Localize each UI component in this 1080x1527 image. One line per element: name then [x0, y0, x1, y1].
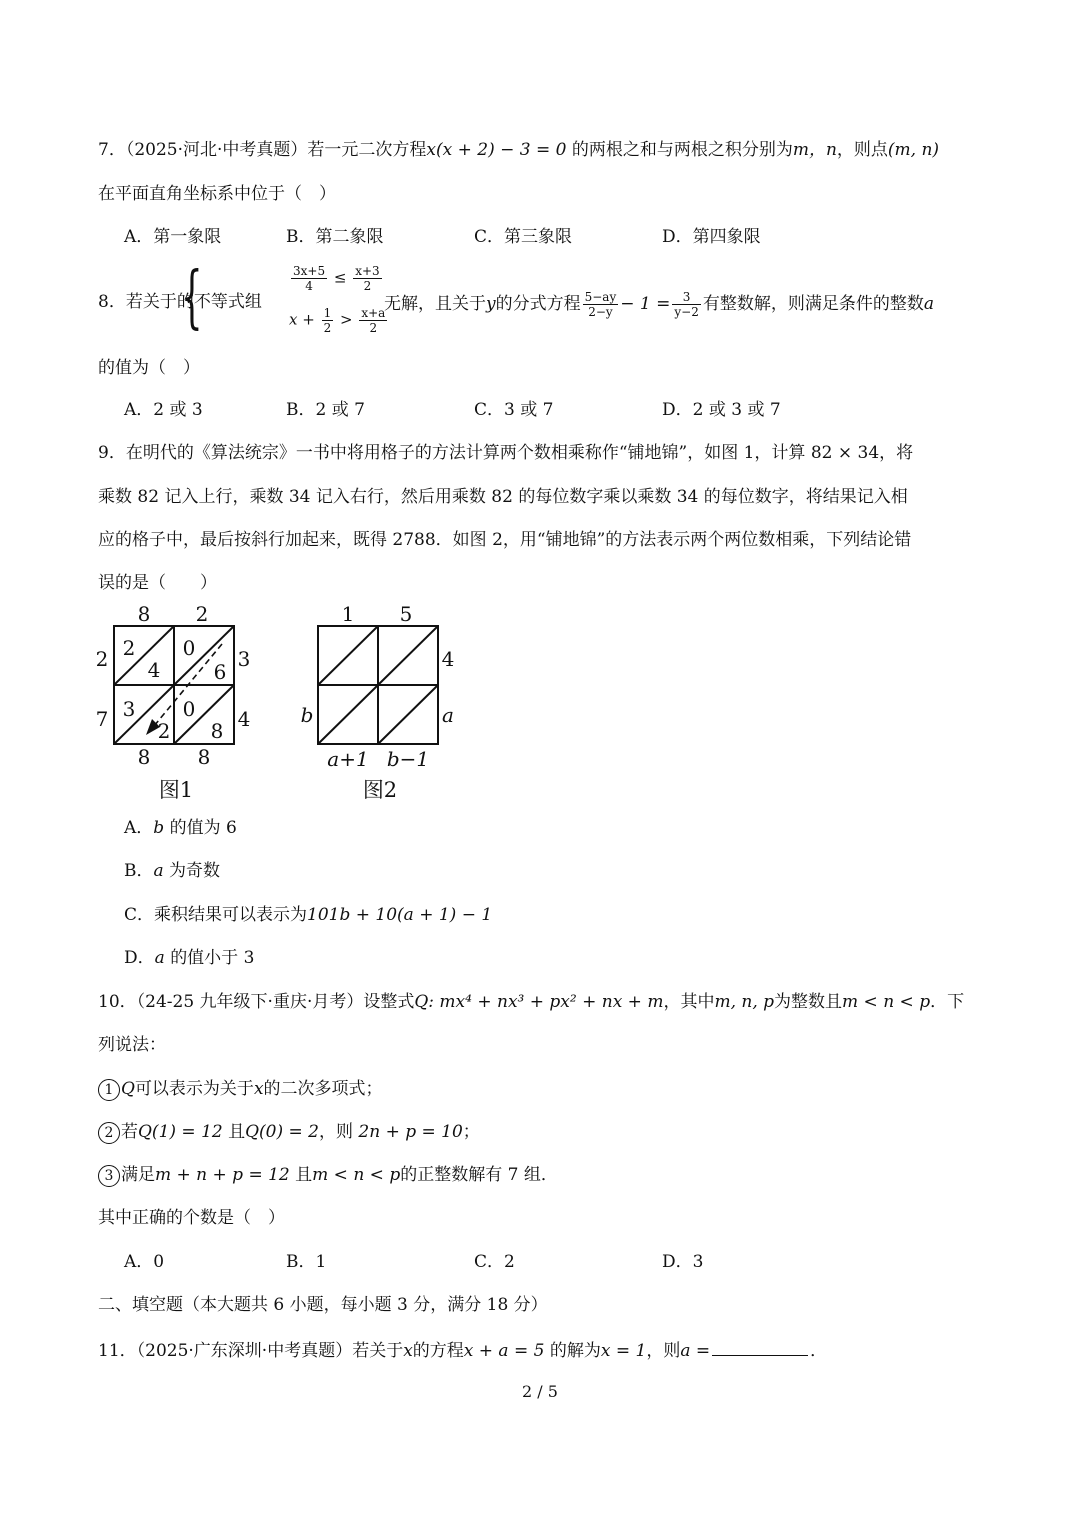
q9-figure1 [90, 600, 260, 806]
q11-line: 11．（2025·广东深圳·中考真题）若关于x的方程x + a = 5 的解为x = 1，则a = ． [98, 1337, 827, 1363]
q8-option-c[interactable]: C．3 或 7 [474, 400, 554, 420]
q9-option-d[interactable]: D．a 的值小于 3 [124, 948, 255, 968]
section-heading: 二、填空题（本大题共 6 小题，每小题 3 分，满分 18 分） [98, 1295, 548, 1315]
q8-option-a[interactable]: A．2 或 3 [124, 400, 203, 420]
q9-fig1-cell: 2 [157, 719, 171, 743]
q9-fig1-left-2: 7 [95, 707, 109, 731]
q10-statement-1: 1 Q可以表示为关于x的二次多项式； [98, 1077, 383, 1101]
q10-line6: 其中正确的个数是（ ） [98, 1208, 285, 1228]
q9-fig2-right-2: a [442, 703, 454, 727]
page-number: 2 / 5 [522, 1382, 558, 1401]
q9-line3: 应的格子中，最后按斜行加起来，既得 2788．如图 2，用“铺地锦”的方法表示两个两位数相乘，下列结论错 [98, 530, 912, 550]
q9-line4: 误的是（ ） [98, 573, 217, 593]
q9-fig1-cell: 3 [122, 697, 136, 721]
q7-option-a[interactable]: A．第一象限 [124, 227, 222, 247]
q10-option-b[interactable]: B．1 [286, 1252, 327, 1272]
q9-option-a[interactable]: A．b 的值为 6 [124, 818, 237, 838]
q7-vars: m，n [792, 140, 837, 160]
q9-fig1-cell: 0 [182, 636, 196, 660]
q9-fig1-cell: 8 [210, 719, 224, 743]
q9-fig1-top-2: 2 [195, 602, 209, 626]
q10-statement-2: 2 若Q(1) = 12 且Q(0) = 2，则 2n + p = 10； [98, 1120, 480, 1144]
q9-fig1-bottom-2: 8 [197, 745, 211, 769]
q9-fig1-cell: 0 [182, 697, 196, 721]
q7-line1 [98, 138, 939, 162]
q8-brace: { [181, 258, 203, 337]
q9-line1: 9．在明代的《算法统宗》一书中将用格子的方法计算两个数相乘称作“铺地锦”，如图 1，计算 82 × 34，将 [98, 443, 914, 463]
q8-prefix: 8．若关于的不等式组 [98, 292, 262, 312]
q8-line1-rest: 无解，且关于y的分式方程 $\frac{5-ay}{2-y}$ − 1 = $\frac{3}{y-2}$ 有整数解，则满足条件的整数a [384, 290, 934, 319]
q9-option-b[interactable]: B．a 为奇数 [124, 861, 221, 881]
circled-number-icon: 3 [98, 1165, 120, 1187]
q9-fig1-right-2: 4 [237, 707, 251, 731]
q7-text-b: 的两根之和与两根之积分别为 [571, 140, 793, 160]
q9-option-c[interactable]: C．乘积结果可以表示为101b + 10(a + 1) − 1 [124, 905, 493, 925]
q10-option-a[interactable]: A．0 [124, 1252, 165, 1272]
q7-point: (m, n) [887, 140, 940, 160]
q9-fig1-cell: 4 [147, 658, 161, 682]
q8-line2: 的值为（ ） [98, 358, 200, 378]
q7-line2: 在平面直角坐标系中位于（ ） [98, 184, 336, 204]
q7-equation: x(x + 2) − 3 = 0 [426, 140, 567, 160]
q9-fig2-left: b [300, 703, 314, 727]
circled-number-icon: 1 [98, 1079, 120, 1101]
q7-option-c[interactable]: C．第三象限 [474, 227, 573, 247]
q11-answer-blank[interactable] [712, 1337, 808, 1356]
q9-fig1-left-1: 2 [95, 647, 109, 671]
q10-line2: 列说法： [98, 1035, 166, 1055]
q9-fig1-caption: 图1 [158, 778, 194, 802]
q8-ineq-row2: x + $\frac{1}{2}$ > $\frac{x+a}{2}$ [289, 306, 386, 335]
q10-statement-3: 3 满足m + n + p = 12 且m < n < p的正整数解有 7 组． [98, 1163, 558, 1187]
q9-fig2-top-2: 5 [399, 602, 413, 626]
q9-fig1-right-1: 3 [237, 647, 251, 671]
q9-figure2 [296, 600, 472, 806]
q9-fig1-cell: 2 [122, 636, 136, 660]
q7-text-a: 7．（2025·河北·中考真题）若一元二次方程 [98, 140, 427, 160]
q7-option-d[interactable]: D．第四象限 [662, 227, 761, 247]
q9-fig2-caption: 图2 [362, 778, 398, 802]
q7-text-c: ，则点 [836, 140, 888, 160]
q7-option-b[interactable]: B．第二象限 [286, 227, 384, 247]
q8-option-d[interactable]: D．2 或 3 或 7 [662, 400, 781, 420]
q9-line2: 乘数 82 记入上行，乘数 34 记入右行，然后用乘数 82 的每位数字乘以乘数 34 的每位数字，将结果记入相 [98, 487, 908, 507]
q10-option-d[interactable]: D．3 [662, 1252, 704, 1272]
q8-option-b[interactable]: B．2 或 7 [286, 400, 365, 420]
q10-option-c[interactable]: C．2 [474, 1252, 515, 1272]
q9-fig1-top-1: 8 [137, 602, 151, 626]
q9-fig1-cell: 6 [213, 660, 227, 684]
q9-fig2-right-1: 4 [441, 647, 455, 671]
q9-fig2-bottom-2: b−1 [386, 747, 430, 771]
q9-fig2-top-1: 1 [341, 602, 355, 626]
circled-number-icon: 2 [98, 1122, 120, 1144]
q9-fig2-bottom-1: a+1 [327, 747, 369, 771]
q8-ineq-row1: $\frac{3x+5}{4}$ ≤ $\frac{x+3}{2}$ [293, 264, 380, 293]
q9-fig1-bottom-1: 8 [137, 745, 151, 769]
q10-line1: 10．（24-25 九年级下·重庆·月考）设整式Q: mx⁴ + nx³ + px² + nx + m，其中m, n, p为整数且m < n < p．下 [98, 992, 965, 1012]
